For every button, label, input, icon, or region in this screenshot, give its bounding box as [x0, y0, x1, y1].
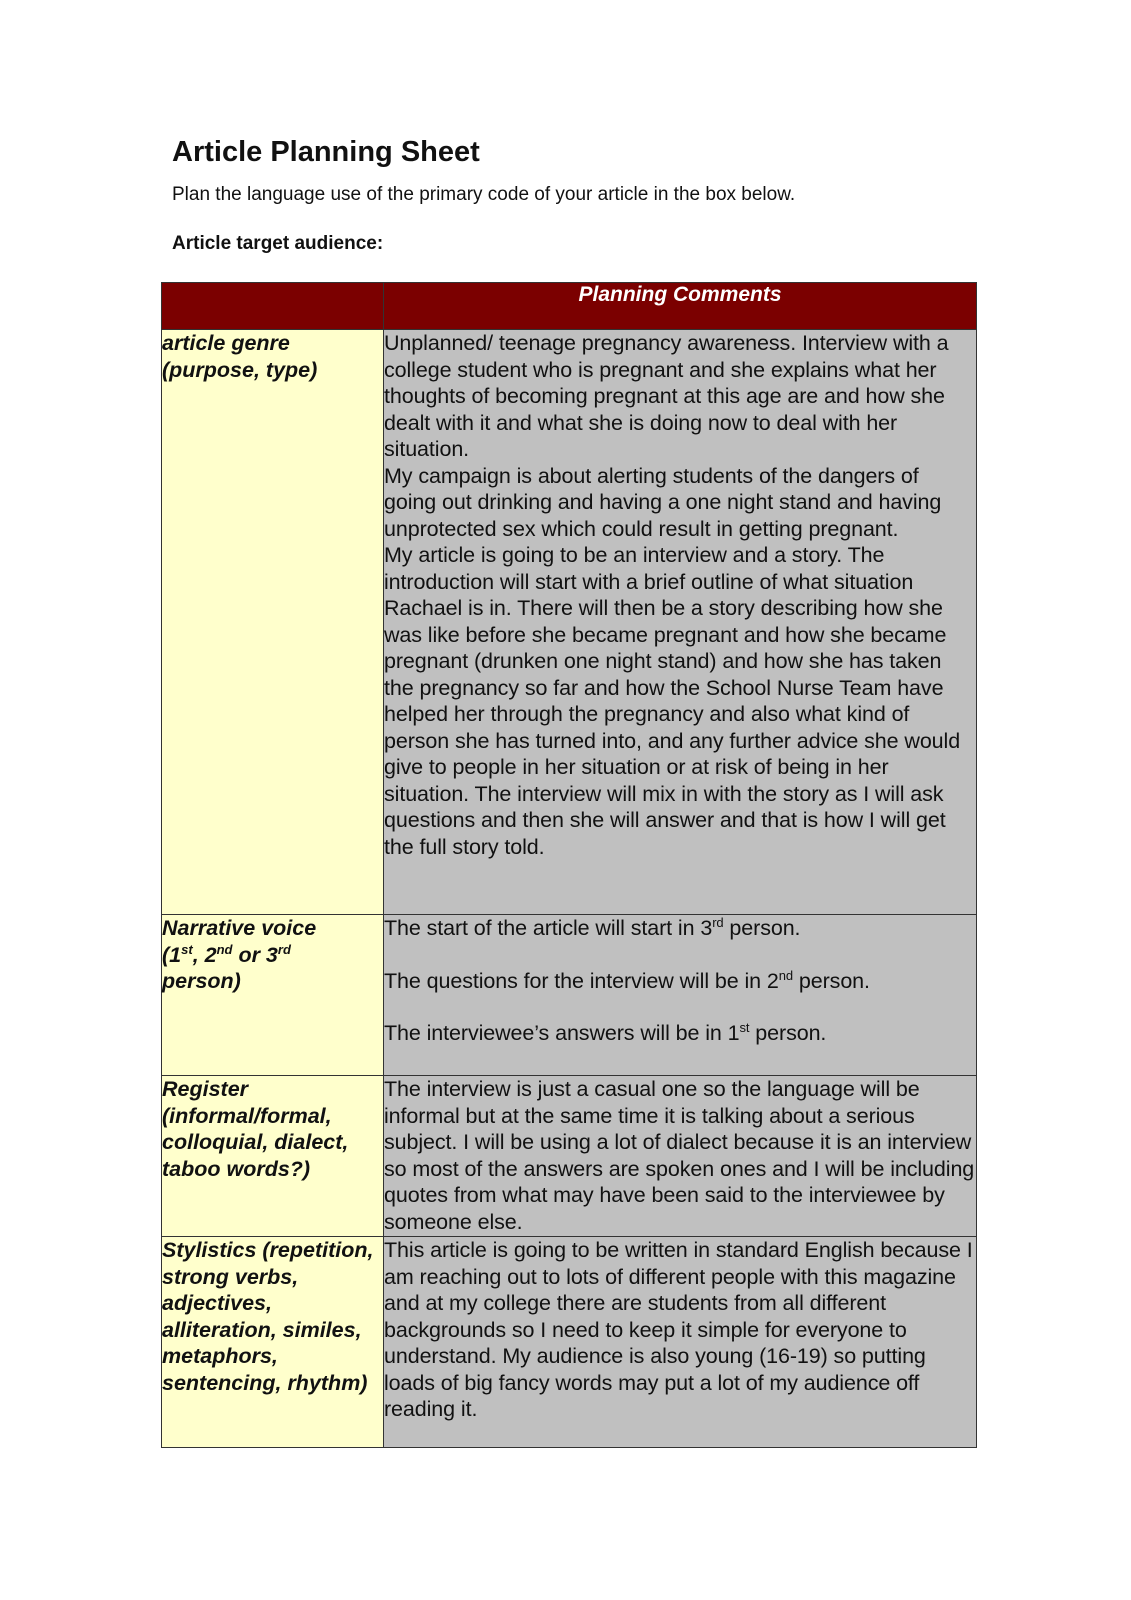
table-row-stylistics	[162, 1237, 977, 1448]
comment-superscript: nd	[778, 967, 794, 983]
comment-text: person.	[793, 968, 870, 993]
label-superscript: st	[181, 941, 193, 957]
comment-line	[384, 1020, 976, 1047]
comment-register: The interview is just a casual one so the language will be informal but at the same time it is talking about a serious subject. I will be using a lot of dialect because it is an interview so most of the answers are spoken ones and I will be including quotes from what may have been said to the interviewee by someone else.	[384, 1076, 977, 1237]
table-row-article-genre	[162, 330, 977, 915]
comment-text: person.	[723, 916, 801, 940]
instruction-text: Plan the language use of the primary code of your article in the box below.	[172, 184, 796, 205]
comment-article-genre	[384, 330, 977, 915]
label-superscript: nd	[216, 941, 233, 957]
comment-stylistics: This article is going to be written in standard English because I am reaching out to lots of different people with this magazine and at my college there are students from all different backgrounds so I need to keep it simple for everyone to understand. My audience is also young (16-19) so putting loads of big fancy words may put a lot of my audience off reading it.	[384, 1237, 977, 1448]
row-label-register: Register (informal/formal, colloquial, dialect, taboo words?)	[162, 1076, 384, 1237]
comment-text: The questions for the interview will be in 2	[384, 968, 779, 993]
table-row-narrative-voice	[162, 915, 977, 1076]
comment-superscript: st	[739, 1020, 750, 1035]
comment-paragraph: My campaign is about alerting students of the dangers of going out drinking and having a one night stand and having unprotected sex which could result in getting pregnant.	[384, 463, 942, 541]
row-label-article-genre	[162, 330, 384, 915]
row-label-narrative-voice	[162, 915, 384, 1076]
comment-text: The interviewee’s answers will be in 1	[384, 1021, 740, 1045]
comment-paragraph: Unplanned/ teenage pregnancy awareness. Interview with a college student who is pregnant and she explains what her thoughts of becoming pregnant at this age are and how she dealt with it and what she is doing now to deal with her situation.	[384, 331, 949, 461]
comment-narrative-voice	[384, 915, 977, 1076]
comment-text: person.	[749, 1021, 827, 1045]
table-header-row	[162, 283, 977, 330]
comment-text: The start of the article will start in 3	[384, 916, 713, 940]
page-title: Article Planning Sheet	[172, 136, 480, 168]
comment-paragraph: My article is going to be an interview and a story. The introduction will start with a brief outline of what situation Rachael is in. There will then be a story describing how she was like before she became pregnant and how she became pregnant (drunken one night stand) and how she has taken the pregnancy so far and how the School Nurse Team have helped her through the pregnancy and also what kind of person she has turned into, and any further advice she would give to people in her situation or at risk of being in her situation. The interview will mix in with the story as I will ask questions and then she will answer and that is how I will get the full story told.	[384, 543, 961, 859]
planning-comments-header: Planning Comments	[384, 283, 977, 330]
label-part: , 2	[192, 942, 217, 967]
label-part: (1	[162, 942, 182, 967]
header-blank-cell	[162, 283, 384, 330]
label-line: person)	[162, 969, 241, 993]
planning-table	[161, 282, 977, 1448]
label-line: (purpose, type)	[162, 357, 318, 382]
label-line: Narrative voice	[162, 916, 317, 940]
target-audience-label: Article target audience:	[172, 233, 384, 254]
table-row-register	[162, 1076, 977, 1237]
label-superscript: rd	[277, 941, 291, 957]
label-line: article genre	[162, 331, 290, 355]
comment-line	[384, 915, 976, 942]
row-label-stylistics: Stylistics (repetition, strong verbs, adjectives, alliteration, similes, metaphors, sentencing, rhythm)	[162, 1237, 384, 1448]
comment-superscript: rd	[712, 915, 724, 930]
label-part: or 3	[232, 942, 278, 967]
comment-line	[384, 968, 976, 995]
